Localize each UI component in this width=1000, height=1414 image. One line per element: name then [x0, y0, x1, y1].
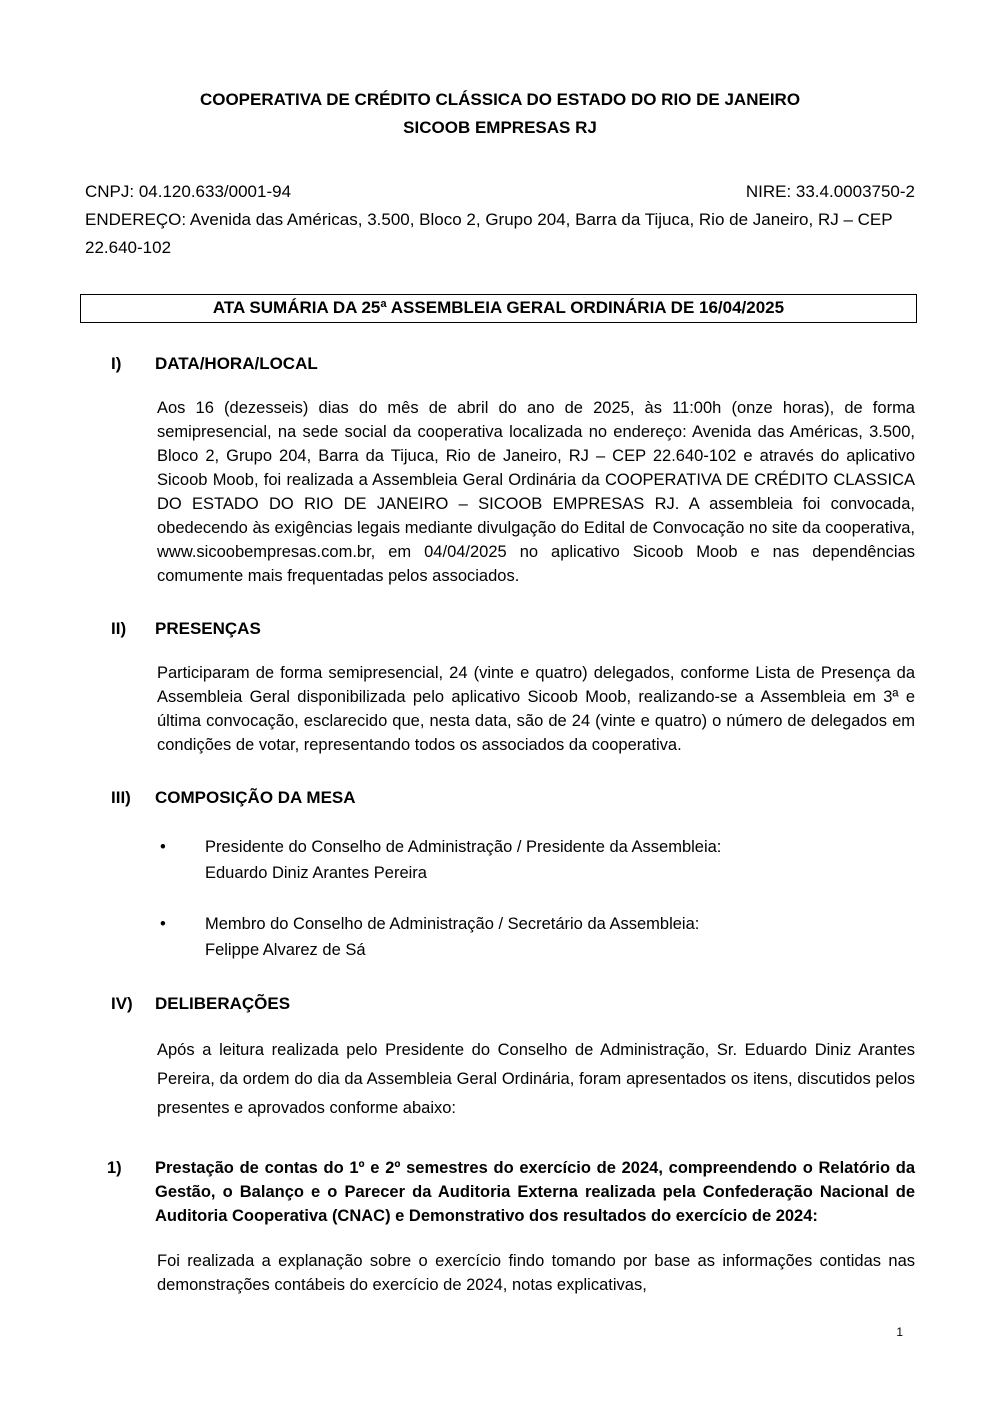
- bullet-icon: •: [160, 838, 166, 856]
- section-deliberacoes: [85, 993, 915, 1123]
- section-heading-label: COMPOSIÇÃO DA MESA: [155, 788, 356, 807]
- nire-value: NIRE: 33.4.0003750-2: [745, 182, 915, 201]
- section-heading: [85, 353, 915, 375]
- title-line-2: SICOOB EMPRESAS RJ: [403, 118, 597, 137]
- section-numeral: IV): [111, 994, 133, 1013]
- title-line-1: COOPERATIVA DE CRÉDITO CLÁSSICA DO ESTADO DO RIO DE JANEIRO: [199, 90, 801, 109]
- section-heading: [85, 787, 915, 809]
- registry-row: [85, 178, 915, 206]
- section-heading: [85, 993, 915, 1015]
- section-data-hora-local: [85, 353, 915, 588]
- item-paragraph: Foi realizada a explanação sobre o exercício findo tomando por base as informações contidas nas demonstrações contábeis do exercício de 2024, notas explicativas,: [157, 1252, 915, 1294]
- ata-title: ATA SUMÁRIA DA 25ª ASSEMBLEIA GERAL ORDINÁRIA DE 16/04/2025: [212, 298, 785, 317]
- item-number: 1): [107, 1159, 122, 1177]
- section-numeral: III): [111, 788, 131, 807]
- section-heading-label: DATA/HORA/LOCAL: [155, 354, 318, 373]
- section-composicao-da-mesa: [85, 787, 915, 963]
- registry-block: [85, 178, 915, 262]
- section-heading: [85, 618, 915, 640]
- section-heading-label: DELIBERAÇÕES: [155, 994, 291, 1013]
- section-heading-label: PRESENÇAS: [155, 619, 261, 638]
- item-heading: [85, 1156, 915, 1228]
- bullet-person-name: Eduardo Diniz Arantes Pereira: [205, 864, 427, 882]
- list-item: [160, 834, 915, 886]
- deliberation-item-1: [85, 1156, 915, 1297]
- bullet-text: [205, 911, 699, 963]
- page-number: 1: [896, 1325, 903, 1339]
- ata-title-box: [80, 294, 917, 323]
- bullet-role: Presidente do Conselho de Administração / Presidente da Assembleia:: [205, 838, 722, 856]
- section-numeral: II): [111, 619, 127, 638]
- document-title: [85, 86, 915, 142]
- section-paragraph: Participaram de forma semipresencial, 24 (vinte e quatro) delegados, conforme Lista de Presença da Assembleia Geral disponibilizada pelo aplicativo Sicoob Moob, realizando-se a Assembleia em 3ª e última convocação, esclarecido que, nesta data, são de 24 (vinte e quatro) o número de delegados em condições de votar, representando todos os associados da cooperativa.: [157, 664, 915, 754]
- section-paragraph: Aos 16 (dezesseis) dias do mês de abril do ano de 2025, às 11:00h (onze horas), de forma semipresencial, na sede social da cooperativa localizada no endereço: Avenida das Américas, 3.500, Bloco 2, Grupo 204, Barra da Tijuca, Rio de Janeiro, RJ – CEP 22.640-102 e através do aplicativo Sicoob Moob, foi realizada a Assembleia Geral Ordinária da COOPERATIVA DE CRÉDITO CLASSICA DO ESTADO DO RIO DE JANEIRO – SICOOB EMPRESAS RJ. A assembleia foi convocada, obedecendo às exigências legais mediante divulgação do Edital de Convocação no site da cooperativa, www.sicoobempresas.com.br, em 04/04/2025 no aplicativo Sicoob Moob e nas dependências comumente mais frequentadas pelos associados.: [157, 399, 915, 585]
- address-line: ENDEREÇO: Avenida das Américas, 3.500, Bloco 2, Grupo 204, Barra da Tijuca, Rio de Janeiro, RJ – CEP 22.640-102: [85, 210, 893, 257]
- bullet-person-name: Felippe Alvarez de Sá: [205, 941, 366, 959]
- section-numeral: I): [111, 354, 122, 373]
- item-heading-text: Prestação de contas do 1º e 2º semestres do exercício de 2024, compreendendo o Relatório da Gestão, o Balanço e o Parecer da Auditoria Externa realizada pela Confederação Nacional de Auditoria Cooperativa (CNAC) e Demonstrativo dos resultados do exercício de 2024:: [155, 1159, 915, 1225]
- bullet-text: [205, 834, 721, 886]
- section-paragraph: Após a leitura realizada pelo Presidente do Conselho de Administração, Sr. Eduardo Diniz Arantes Pereira, da ordem do dia da Assembleia Geral Ordinária, foram apresentados os itens, discutidos pelos presentes e aprovados conforme abaixo:: [157, 1041, 915, 1117]
- cnpj-value: CNPJ: 04.120.633/0001-94: [85, 182, 292, 201]
- bullet-icon: •: [160, 915, 166, 933]
- section-presencas: [85, 618, 915, 757]
- bullet-role: Membro do Conselho de Administração / Secretário da Assembleia:: [205, 915, 700, 933]
- list-item: [160, 911, 915, 963]
